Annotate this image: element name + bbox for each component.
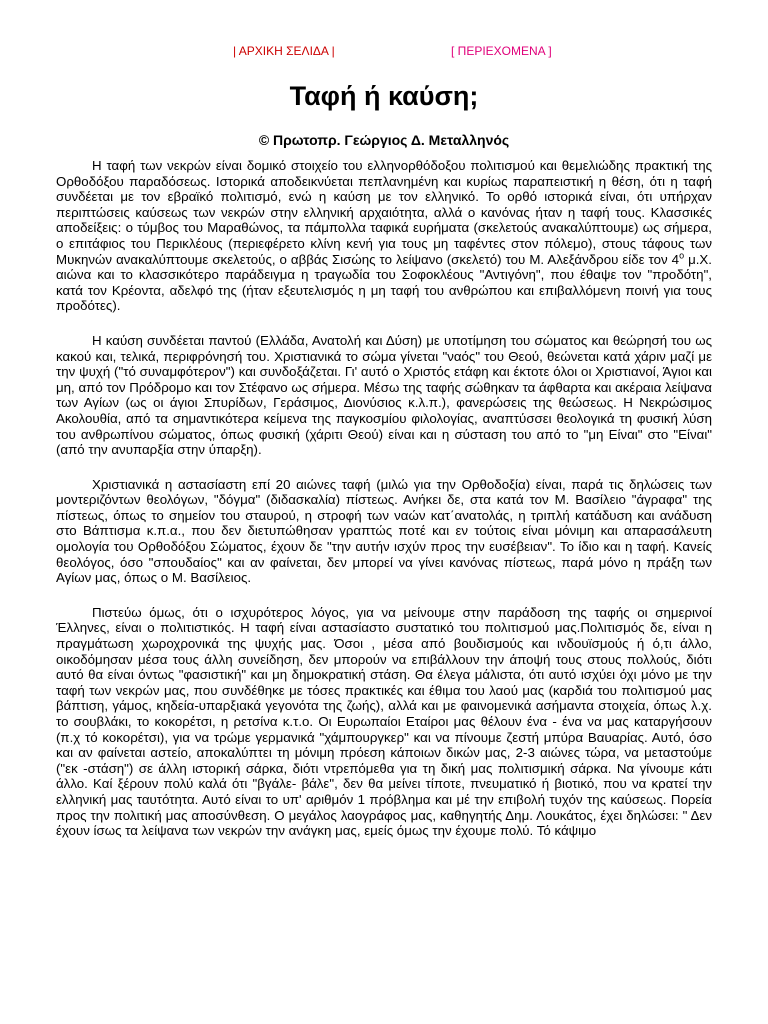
paragraph-1 bbox=[56, 158, 712, 314]
paragraph-1-text: Η ταφή των νεκρών είναι δομικό στοιχείο του ελληνορθόδοξου πολιτισμού και θεμελιώδης πρακτική της Ορθοδόξου παραδόσεως. Ιστορικά αποδεικνύεται πεπλανημένη και κυρίως παραπειστική η θέση, ότι η ταφή συνδέεται με τον εβραϊκό πολιτισμό, ενώ η καύση με τον ελληνικό. Το ορθό ιστορικά είναι, ότι υπήρχαν περιπτώσεις καύσεως των νεκρών στην ελληνική αρχαιότητα, αλλά ο κανόνας ήταν η ταφή τους. Κλασσικές αποδείξεις: ο τύμβος του Μαραθώνος, τα πάμπολλα ταφικά ευρήματα (σκελετούς ανακαλύπτουμε) ως σήμερα, ο επιτάφιος του Περικλέους (περιεφέρετο κλίνη κενή για τους μη ταφέντες στον πόλεμο), στους τάφους των Μυκηνών ανακαλύπτουμε σκελετούς, ο αββάς Σισώης το λείψανο (σκελετό) του Μ. Αλεξάνδρου είδε τον 4 bbox=[56, 158, 712, 267]
page-title: Ταφή ή καύση; bbox=[289, 81, 479, 111]
top-navigation bbox=[0, 44, 768, 60]
paragraph-4: Πιστεύω όμως, ότι ο ισχυρότερος λόγος, για να μείνουμε στην παράδοση της ταφής οι σημερινοί Έλληνες, είναι ο πολιτιστικός. Η ταφή είναι αστασίαστο συστατικό του πολιτισμού μας.Πολιτισμός δε, είναι η πραγμάτωση χωροχρονικά της ψυχής μας. Όσοι , μέσα από βουδισμούς και ινδουϊσμούς ή ό,τι άλλο, οικοδόμησαν μέσα τους άλλη συνείδηση, δεν μπορούν να επιβάλλουν την άποψή τους στους πολλούς, διότι αυτό θα είναι όντως "φασιστική" και μη δημοκρατική στάση. Θα έλεγα μάλιστα, ότι αυτό ισχύει όχι μόνο με την ταφή των νεκρών μας, που συνδέθηκε με τόσες πρακτικές και έθιμα του λαού μας (καρδιά του πολιτισμού μας βάπτιση, γάμος, κηδεία-υπαρξιακά γεγονότα της ζωής), αλλά και με φαινομενικά ασήμαντα στοιχεία, όπως λ.χ. το σουβλάκι, το κοκορέτσι, η ρετσίνα κ.τ.ο. Οι Ευρωπαίοι Εταίροι μας θέλουν ένα - ένα να μας καταργήσουν (π.χ τό κοκορέτσι), για να τρώμε γερμανικά "χάμπουργκερ" και να πίνουμε ζεστή μπύρα Βαυαρίας. Αυτό, όσο και αν φαίνεται αστείο, αποκαλύπτει τη μόνιμη πρόεση κάποιων δικών μας, 2-3 αιώνες τώρα, να μεταστούμε ("εκ -στάση") σε άλλη ιστορική σάρκα, διότι ντρεπόμεθα για τη δική μας πολιτισμική σάρκα. Να γίνουμε κάτι άλλο. Καί ξέρουν πολύ καλά ότι "βγάλε- βάλε", δεν θα μείνει τίποτε, πνευματικό ή βιοτικό, που να κρατεί την ελληνική μας ταυτότητα. Αυτό είναι το υπ' αριθμόν 1 πρόβλημα και μέ την επιβολή τυχόν της καύσεως. Πορεία προς την πολιτική μας αποσύνθεση. Ο μεγάλος λαογράφος μας, καθηγητής Δημ. Λουκάτος, έχει δηλώσει: " Δεν έχουν ίσως τα λείψανα των νεκρών την ανάγκη μας, εμείς όμως την έχουμε πολύ. Τό κάψιμο bbox=[56, 604, 712, 839]
contents-link[interactable]: [ ΠΕΡΙΕΧΟΜΕΝΑ ] bbox=[451, 44, 552, 58]
article-body bbox=[56, 158, 712, 858]
century-superscript: ο bbox=[679, 250, 685, 261]
paragraph-3: Χριστιανικά η αστασίαστη επί 20 αιώνες ταφή (μιλώ για την Ορθοδοξία) είναι, παρά τις δηλώσεις των μοντεριζόντων θεολόγων, "δόγμα" (διδασκαλία) πίστεως. Ανήκει δε, στα κατά τον Μ. Βασίλειο "άγραφα" της πίστεως, όπως το σημείον του σταυρού, η στροφή των ναών κατ΄ανατολάς, η τριπλή κατάδυση και ανάδυση στο Βάπτισμα κ.π.α., που δεν διετυπώθησαν γραπτώς ποτέ και εν τούτοις είναι μόνιμη και απαρασάλευτη ομολογία του Ορθοδόξου Σώματος, έχουν δε "την αυτήν ισχύν προς την ευσέβειαν". Το ίδιο και η ταφή. Κανείς θεολόγος, όσο "σπουδαίος" και αν φαίνεται, δεν μπορεί να γίνει κανόνας πίστεως, παρά μόνο η πράξη των Αγίων μας, όπως ο Μ. Βασίλειος. bbox=[56, 476, 712, 586]
paragraph-1-text-continued: μ.Χ. αιώνα και το κλασσικότερο παράδειγμα η τραγωδία του Σοφοκλέους "Αντιγόνη", που έθαψε τον "προδότη", κατά τον Κρέοντα, αδελφό της (ήταν εξευτελισμός η μη ταφή του ανθρώπου και επιβαλλόμενη ποινή για τους προδότες). bbox=[56, 251, 712, 314]
home-link[interactable]: | ΑΡΧΙΚΗ ΣΕΛΙΔΑ | bbox=[233, 44, 335, 58]
author-line: © Πρωτοπρ. Γεώργιος Δ. Μεταλληνός bbox=[258, 132, 510, 148]
paragraph-2: Η καύση συνδέεται παντού (Ελλάδα, Ανατολή και Δύση) με υποτίμηση του σώματος και θεώρησή του ως κακού και, τελικά, περιφρόνησή του. Χριστιανικά το σώμα γίνεται "ναός" του Θεού, θεώνεται κατά χάριν μαζί με την ψυχή ("τό συναμφότερον") και συνδοξάζεται. Γι' αυτό ο Χριστός ετάφη και έκτοτε όλοι οι Χριστιανοί, Άγιοι και μη, από τον Πρόδρομο και τον Στέφανο ως σήμερα. Μέσω της ταφής σώθηκαν τα άφθαρτα και ακέραια λείψανα των Αγίων (ως οι άγιοι Σπυρίδων, Γεράσιμος, Διονύσιος κ.λ.π.), φανερώσεις της θεώσεως. Η Νεκρώσιμος Ακολουθία, από τα σημαντικότερα κείμενα της παγκοσμίου φιλολογίας, αναπτύσσει θεολογικά τη φυσική λύση του ανθρωπίνου σώματος, όπως φυσική (χάριτι Θεού) είναι και η σύσταση του από το "μη Είναι" στο "Είναι" (από την ανυπαρξία στην ύπαρξη). bbox=[56, 332, 712, 458]
